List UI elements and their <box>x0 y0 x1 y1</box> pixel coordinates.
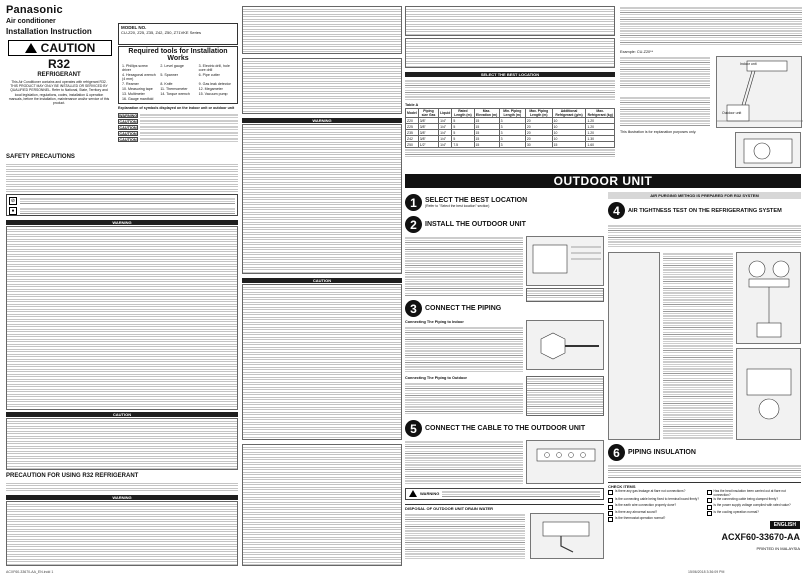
tool-item: 12. Megameter <box>198 87 223 91</box>
document-code: ACXF60-33670-AA <box>721 532 800 542</box>
table-header-cell: Piping size Gas <box>418 109 438 118</box>
check-item <box>707 504 802 509</box>
r32-warning-table <box>6 501 238 566</box>
model-list: CU-Z20, Z25, Z35, Z42, Z50, Z71VKE Series <box>121 30 202 35</box>
check-item-label: Is there any gas leakage at flare nut connections? <box>615 489 686 493</box>
table-cell: 5 <box>452 130 474 136</box>
caution-tag-3: CAUTION <box>119 132 137 136</box>
middle-text-block-2 <box>242 58 402 114</box>
example-text <box>620 56 710 90</box>
table-cell: 15 <box>474 130 499 136</box>
checkbox-icon <box>608 517 613 522</box>
table-cell: 1.20 <box>586 118 615 124</box>
tool-item: 2. Level gauge <box>160 64 184 68</box>
middle-caution-header: CAUTION <box>242 278 402 283</box>
table-header-cell: Model <box>406 109 419 118</box>
table-cell: 1/4" <box>439 118 452 124</box>
table-cell: 3/8" <box>418 130 438 136</box>
step-6-title: PIPING INSULATION <box>628 449 696 456</box>
safety-heading: SAFETY PRECAUTIONS <box>6 154 75 160</box>
warning-table-header: WARNING <box>6 220 238 225</box>
vacuum-diagram <box>736 348 801 440</box>
check-item-label: Is there any abnormal sound? <box>615 509 658 514</box>
checkbox-icon <box>608 490 613 495</box>
procedure-text <box>663 252 733 440</box>
table-cell: Z20 <box>406 118 419 124</box>
tool-item: 7. Reamer <box>122 82 139 86</box>
check-item <box>608 490 703 497</box>
middle-text-block-3 <box>242 124 402 274</box>
brand-logo: Panasonic <box>6 4 63 16</box>
step-5-text <box>405 440 523 484</box>
table-header-cell: Max. Elevation (m) <box>475 109 498 117</box>
r32-precaution-intro <box>6 481 238 493</box>
check-item-label: Is the cooling operation normal? <box>713 509 759 514</box>
table-cell: 10 <box>552 130 586 136</box>
check-item <box>707 511 802 516</box>
caution-table-header: CAUTION <box>6 412 238 417</box>
tool-item: 3. Electric drill, hole core drill <box>198 64 230 72</box>
terminal-diagram <box>526 440 604 484</box>
step-4-intro <box>608 224 801 248</box>
table-row <box>406 142 615 148</box>
step-2-number: 2 <box>405 216 422 233</box>
required-tools-title: Required tools for Installation Works <box>128 48 228 62</box>
r32-precaution-heading: PRECAUTION FOR USING R32 REFRIGERANT <box>6 473 139 479</box>
installation-diagram <box>716 56 802 128</box>
file-footer-right: 15/06/2018 3:36:09 PM <box>688 570 725 574</box>
checkbox-icon <box>608 498 613 503</box>
table-header-cell: Min. Piping Length (m) <box>499 109 525 118</box>
table-cell: 10 <box>552 136 586 142</box>
prohibited-icon: ⊘ <box>10 198 16 204</box>
step-2-text <box>405 236 523 296</box>
table-cell: 20 <box>525 118 552 124</box>
table-cell: 3/8" <box>418 118 438 124</box>
checkbox-icon <box>707 498 712 503</box>
table-cell: 15 <box>474 118 499 124</box>
check-items-list <box>608 490 801 520</box>
example-text-2 <box>620 96 710 126</box>
checkbox-icon <box>608 505 613 510</box>
step-5 <box>405 420 585 437</box>
tool-item: 14. Torque wrench <box>160 92 190 96</box>
cable-warning-box <box>405 488 604 500</box>
mounting-sketch-icon <box>527 237 605 287</box>
check-items-heading: CHECK ITEMS <box>608 482 801 489</box>
warning-table <box>6 226 238 410</box>
outdoor-unit-sketch-icon <box>736 133 802 169</box>
table-cell: Z25 <box>406 124 419 130</box>
table-cell: 15 <box>552 142 586 148</box>
disposal-heading: DISPOSAL OF OUTDOOR UNIT DRAIN WATER <box>405 504 604 512</box>
example-label: Example: CU-Z20** <box>620 50 654 54</box>
step-5-number: 5 <box>405 420 422 437</box>
tool-item: 5. Spanner <box>160 73 178 77</box>
table-cell: 15 <box>474 136 499 142</box>
gauge-manifold-icon <box>737 253 802 345</box>
connecting-indoor-text <box>405 326 523 372</box>
caution-tag-4: CAUTION <box>119 138 137 142</box>
check-item <box>608 517 703 522</box>
refrigerant-name: R32 <box>47 57 70 71</box>
outdoor-unit-banner: OUTDOOR UNIT <box>405 174 801 188</box>
tool-item: 8. Knife <box>160 82 173 86</box>
table-cell: 5 <box>452 118 474 124</box>
step-3 <box>405 300 501 317</box>
mandatory-icon: ● <box>9 207 17 215</box>
step-4-title: AIR TIGHTNESS TEST ON THE REFRIGERATING SYSTEM <box>628 207 782 214</box>
table-cell: 15 <box>474 142 499 148</box>
table-cell: Z50 <box>406 142 419 148</box>
tool-item: 4. Hexagonal wrench (4 mm) <box>122 73 156 81</box>
torque-table <box>526 376 604 416</box>
illustration-note: This illustration is for explanation purposes only. <box>620 130 697 134</box>
tool-item: 11. Thermometer <box>160 87 188 91</box>
table-cell: 1/4" <box>439 124 452 130</box>
flare-nut-diagram <box>526 320 604 370</box>
check-item <box>608 504 703 509</box>
table-header-cell: Rated Length (m) <box>452 109 474 118</box>
check-item-label: Is the connecting cable being fixed to terminal board firmly? <box>615 497 699 502</box>
tool-item: 16. Gauge manifold <box>122 97 154 101</box>
right-notes <box>620 6 802 46</box>
symbol-table <box>118 113 238 151</box>
caution-label: CAUTION <box>40 41 96 55</box>
refrigerant-word: REFRIGERANT <box>37 72 81 78</box>
table-cell: 15 <box>474 124 499 130</box>
table-header-cell: Max. Refrigerant (kg) <box>587 109 613 117</box>
piping-table <box>405 108 615 148</box>
table-cell: 5 <box>452 124 474 130</box>
page-title: Installation Instruction <box>6 27 92 36</box>
disposal-text <box>405 513 525 559</box>
refrigerant-note: This Air Conditioner contains and operates with refrigerant R32. THIS PRODUCT MAY ONLY BE INSTALLED OR SERVICED BY QUALIFIED PERSONNEL. Refer to National, State, Territory and local legislation, regulations, codes, installation & operation manuals, before the installation, maintenance and/or service of this product. <box>8 80 110 106</box>
model-label: MODEL NO. <box>121 25 147 30</box>
checkbox-icon <box>608 511 613 516</box>
unit-diagram-small <box>735 132 801 168</box>
terminal-board-icon <box>527 441 605 485</box>
language-tag: ENGLISH <box>770 521 800 529</box>
middle-text-block-4 <box>242 284 402 440</box>
step-1-sub: (Refer to "Select the best location" section) <box>425 204 490 208</box>
step-6-number: 6 <box>608 444 625 461</box>
warning-icon <box>409 490 417 497</box>
table-header-cell: Liquid <box>439 109 452 118</box>
check-item <box>707 490 802 497</box>
step-1-title: SELECT THE BEST LOCATION <box>425 197 528 204</box>
warning-symbol-box <box>6 194 238 216</box>
drain-elbow-icon <box>531 514 605 560</box>
step-3-number: 3 <box>405 300 422 317</box>
middle-warning-header: WARNING <box>242 118 402 123</box>
table-cell: 3/8" <box>418 136 438 142</box>
file-footer-left: ACXF60-33670-AA_EN.indd 1 <box>6 570 54 574</box>
tool-item: 15. Vacuum pump <box>198 92 228 96</box>
table-cell: 1.60 <box>586 142 615 148</box>
tool-item: 9. Gas leak detector <box>198 82 231 86</box>
middle-text-block-5 <box>242 444 402 566</box>
step-2-title: INSTALL THE OUTDOOR UNIT <box>425 221 526 228</box>
table-cell: Z42 <box>406 136 419 142</box>
step-1-number: 1 <box>405 194 422 211</box>
connecting-indoor-title: Connecting The Piping to Indoor <box>405 320 464 324</box>
step-2 <box>405 216 526 233</box>
printed-in: PRINTED IN MALAYSIA <box>756 546 800 551</box>
select-location-header: SELECT THE BEST LOCATION <box>405 72 615 77</box>
table-cell: 3 <box>499 136 525 142</box>
table-cell: 3 <box>499 118 525 124</box>
outdoor-unit-label: Outdoor unit <box>722 111 742 115</box>
table-cell: 1.20 <box>586 130 615 136</box>
step-4 <box>608 202 798 219</box>
connecting-outdoor-title: Connecting The Piping to Outdoor <box>405 376 468 380</box>
caution-banner <box>8 40 112 56</box>
middle-text-block-1 <box>242 6 402 54</box>
drain-elbow-diagram <box>530 513 604 559</box>
step-6 <box>608 444 696 461</box>
gauge-manifold-diagram <box>736 252 801 344</box>
air-purge-header: AIR PURGING METHOD IS PREPARED FOR R32 SYSTEM <box>608 192 801 199</box>
table-cell: 5 <box>452 136 474 142</box>
step-2-diagram <box>526 236 604 286</box>
table-cell: 20 <box>525 130 552 136</box>
table-cell: 1/4" <box>439 136 452 142</box>
step-3-title: CONNECT THE PIPING <box>425 305 502 312</box>
table-cell: 10 <box>552 124 586 130</box>
r32-warning-header: WARNING <box>6 495 238 500</box>
table-cell: 20 <box>525 124 552 130</box>
tool-item: 6. Pipe cutter <box>198 73 220 77</box>
right-text-block-2 <box>405 38 615 68</box>
required-tools-box <box>118 46 238 104</box>
tool-item: 1. Phillips screw driver <box>122 64 148 72</box>
table-cell: 30 <box>525 142 552 148</box>
table-footnote <box>405 148 615 158</box>
table-cell: 7.5 <box>452 142 474 148</box>
product-type: Air conditioner <box>6 18 56 25</box>
warning-triangle-icon <box>25 43 37 53</box>
table-cell: 20 <box>525 136 552 142</box>
tool-item: 10. Measuring tape <box>122 87 153 91</box>
cable-warning-label: WARNING <box>420 491 440 496</box>
caution-tag: CAUTION <box>119 120 137 124</box>
procedure-column <box>608 252 660 440</box>
symbol-note: Explanation of symbols displayed on the indoor unit or outdoor unit <box>118 106 235 110</box>
connecting-outdoor-text <box>405 382 523 416</box>
safety-text <box>6 162 238 192</box>
table-cell: 3/8" <box>418 124 438 130</box>
table-cell: 1/2" <box>418 142 438 148</box>
right-text-block-1 <box>405 6 615 36</box>
model-box <box>118 23 238 45</box>
table-cell: 3 <box>499 130 525 136</box>
warning-tag: WARNING <box>119 114 138 118</box>
caution-tag-2: CAUTION <box>119 126 137 130</box>
check-item-label: Is the thermostat operation normal? <box>615 516 666 521</box>
table-header-cell: Additional Refrigerant (g/m) <box>552 109 586 118</box>
check-item-label: Has the heat insulation been carried out at flare nut connection? <box>713 489 786 497</box>
flare-nut-sketch-icon <box>527 321 605 371</box>
step-5-title: CONNECT THE CABLE TO THE OUTDOOR UNIT <box>425 425 586 432</box>
table-cell: 1/4" <box>439 142 452 148</box>
tool-item: 13. Multimeter <box>122 92 145 96</box>
check-item-label: Is the connecting cable being clamped firmly? <box>713 497 778 502</box>
vacuum-pump-icon <box>737 349 802 441</box>
checkbox-icon <box>707 505 712 510</box>
installation-sketch-icon <box>717 57 803 129</box>
bolt-table <box>526 288 604 302</box>
table-a-title: Table A <box>405 103 419 107</box>
select-location-text <box>405 79 615 101</box>
table-cell: 1/4" <box>439 130 452 136</box>
table-cell: 1.30 <box>586 136 615 142</box>
step-4-number: 4 <box>608 202 625 219</box>
checkbox-icon <box>707 490 712 495</box>
table-cell: 1.20 <box>586 124 615 130</box>
checkbox-icon <box>707 511 712 516</box>
table-cell: 3 <box>499 142 525 148</box>
check-item-label: Is the earth wire connection properly done? <box>615 503 677 508</box>
table-cell: Z35 <box>406 130 419 136</box>
required-tools-list <box>119 62 237 103</box>
caution-table <box>6 418 238 470</box>
table-header-cell: Max. Piping Length (m) <box>525 109 552 118</box>
step-1 <box>405 194 527 211</box>
table-cell: 10 <box>552 118 586 124</box>
indoor-unit-label: Indoor unit <box>740 62 757 66</box>
table-cell: 3 <box>499 124 525 130</box>
check-item-label: Is the power supply voltage complied with rated value? <box>713 503 791 508</box>
step-6-text <box>608 464 801 478</box>
